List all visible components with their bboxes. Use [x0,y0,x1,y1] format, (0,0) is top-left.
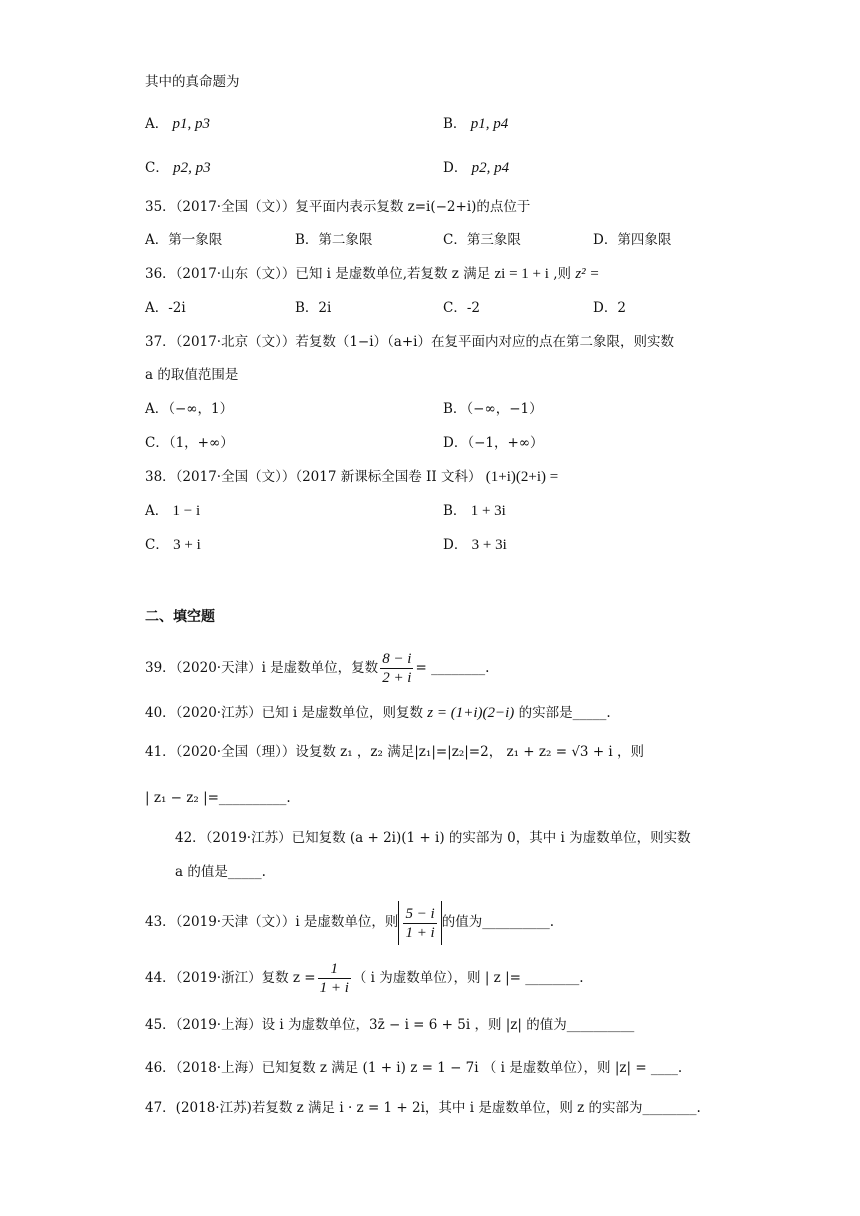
q35-stem: 35．（2017·全国（文））复平面内表示复数 z=i(−2+i)的点位于 [145,199,531,215]
q35-option-c: C．第三象限 [443,232,521,248]
q38-option-a: A． 1 − i [145,503,201,519]
q38-stem: 38．（2017·全国（文））（2017 新课标全国卷 II 文科） (1+i)(2+i) = [145,469,559,485]
q45-stem: 45．（2019·上海）设 i 为虚数单位，3z̄ − i = 6 + 5i ，则 |z| 的值为__________ [145,1017,635,1033]
q34-option-d: D． p2, p4 [443,160,510,176]
q43-stem: 43．（2019·天津（文））i 是虚数单位，则 $\frac{5 - i}{1 + i}$ 的值为__________. [145,900,554,945]
q34-option-a: A． p1, p3 [145,116,211,132]
q35-option-b: B．第二象限 [295,232,373,248]
q38-option-b: B． 1 + 3i [443,503,506,519]
q38-option-c: C． 3 + i [145,537,201,553]
q37-option-b: B．（−∞，−1） [443,401,543,417]
intro-text: 其中的真命题为 [145,74,240,90]
q35-option-a: A．第一象限 [145,232,223,248]
q35-option-d: D．第四象限 [593,232,672,248]
q37-stem-line1: 37．（2017·北京（文））若复数（1−i）（a+i）在复平面内对应的点在第二象限，则实数 [145,334,674,350]
q36-stem: 36．（2017·山东（文））已知 i 是虚数单位,若复数 z 满足 zi = 1 + i ,则 z² = [145,266,600,282]
q34-option-c: C． p2, p3 [145,160,211,176]
q42-stem-line1: 42．（2019·江苏）已知复数 (a + 2i)(1 + i) 的实部为 0，其中 i 为虚数单位，则实数 [175,830,691,846]
q44-fraction: $\frac{1}{1 + i}$ [319,961,349,996]
q36-option-b: B．2i [295,300,332,316]
q46-stem: 46．（2018·上海）已知复数 z 满足 (1 + i) z = 1 − 7i （ i 是虚数单位），则 |z| = ____. [145,1060,683,1076]
q43-abs: $\frac{5 - i}{1 + i}$ [398,901,441,945]
q39-fraction: $\frac{8 - i}{2 + i}$ [382,651,412,686]
q38-option-d: D． 3 + 3i [443,537,507,553]
q36-option-a: A．-2i [145,300,186,316]
q36-option-d: D．2 [593,300,626,316]
q39-stem: 39．（2020·天津）i 是虚数单位，复数 $\frac{8 - i}{2 + i}$ = ________. [145,651,490,686]
q42-stem-line2: a 的值是_____. [175,864,266,880]
q37-option-d: D．（−1，+∞） [443,435,544,451]
q37-stem-line2: a 的取值范围是 [145,367,239,383]
q44-stem: 44．（2019·浙江）复数 z = $\frac{1}{1 + i}$ （ i 为虚数单位），则 | z |= ________. [145,961,584,996]
q37-option-a: A．（−∞，1） [145,401,234,417]
q47-stem: 47．(2018·江苏)若复数 z 满足 i · z = 1 + 2i，其中 i 是虚数单位，则 z 的实部为________. [145,1100,701,1116]
q37-option-c: C．（1，+∞） [145,435,234,451]
q36-option-c: C．-2 [443,300,480,316]
q34-option-b: B． p1, p4 [443,116,509,132]
q41-stem: 41．（2020·全国（理））设复数 z₁ ，z₂ 满足|z₁|=|z₂|=2， z₁ + z₂ = √3 + i ，则 [145,744,645,760]
q40-stem: 40．（2020·江苏）已知 i 是虚数单位，则复数 z = (1+i)(2−i) 的实部是_____. [145,705,611,721]
section-heading: 二、填空题 [145,609,215,625]
q41-line2: | z₁ − z₂ |=__________. [145,790,291,806]
